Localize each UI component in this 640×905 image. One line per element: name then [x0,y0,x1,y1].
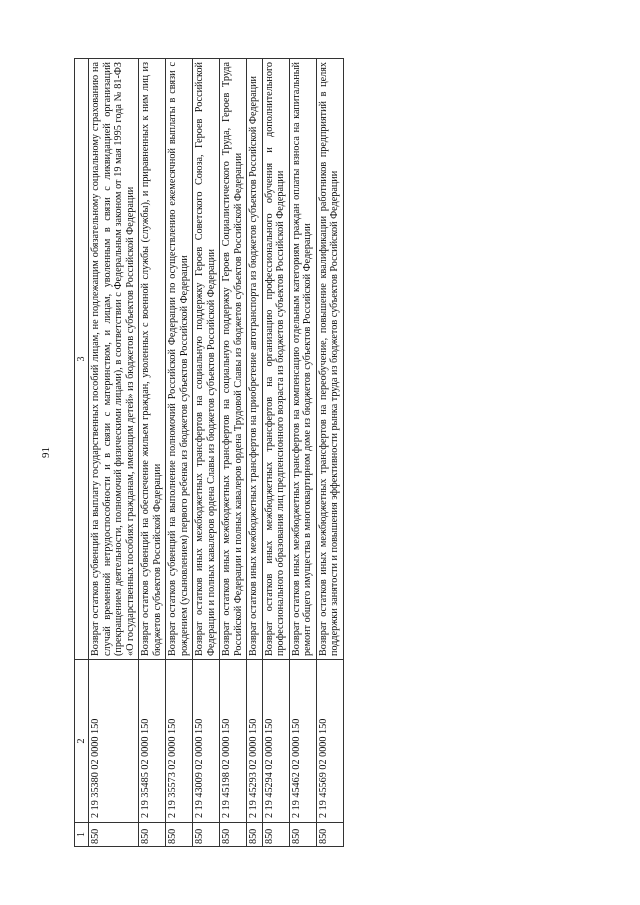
admin-code: 850 [220,823,247,847]
row-description: Возврат остатков субвенций на обеспечение жильем граждан, уволенных с военной службы (службы), и приравненных к ним лиц из бюджетов субъектов Российской Федерации [139,59,166,660]
budget-code: 2 19 45569 02 0000 150 [316,660,343,823]
header-col-3: 3 [75,59,89,660]
budget-code: 2 19 43009 02 0000 150 [193,660,220,823]
admin-code: 850 [193,823,220,847]
admin-code: 850 [166,823,193,847]
budget-code: 2 19 35573 02 0000 150 [166,660,193,823]
admin-code: 850 [139,823,166,847]
header-col-2: 2 [75,660,89,823]
row-description: Возврат остатков иных межбюджетных трансфертов на социальную поддержку Героев Социалистического Труда, Героев Труда Российской Федерации и полных кавалеров ордена Трудовой Славы из бюджетов субъектов Российской Федерации [220,59,247,660]
budget-code: 2 19 45198 02 0000 150 [220,660,247,823]
row-description: Возврат остатков иных межбюджетных трансфертов на организацию профессионального обучения и дополнительного профессионального образования лиц предпенсионного возраста из бюджетов субъектов Российской Федерации [262,59,289,660]
table-row [220,59,247,847]
row-description: Возврат остатков субвенций на выплату государственных пособий лицам, не подлежащим обязательному социальному страхованию на случай временной нетрудоспособности и в связи с материнством, и лицам, уволенным в связи с ликвидацией организаций (прекращением деятельности, полномочий физическими лицами), в соответствии с Федеральным законом от 19 мая 1995 года № 81-ФЗ «О государственных пособиях гражданам, имеющим детей» из бюджетов субъектов Российской Федерации [89,59,139,660]
budget-code: 2 19 45293 02 0000 150 [247,660,263,823]
table-row [262,59,289,847]
table-row [139,59,166,847]
budget-code: 2 19 45294 02 0000 150 [262,660,289,823]
table-row [193,59,220,847]
table-row [166,59,193,847]
page-number: 91 [40,447,52,458]
table-row [247,59,263,847]
table-header-row [75,59,89,847]
admin-code: 850 [89,823,139,847]
admin-code: 850 [316,823,343,847]
table-row [289,59,316,847]
budget-code: 2 19 45462 02 0000 150 [289,660,316,823]
admin-code: 850 [247,823,263,847]
header-col-1: 1 [75,823,89,847]
admin-code: 850 [262,823,289,847]
row-description: Возврат остатков иных межбюджетных трансфертов на приобретение автотранспорта из бюджетов субъектов Российской Федерации [247,59,263,660]
row-description: Возврат остатков иных межбюджетных трансфертов на социальную поддержку Героев Советского Союза, Героев Российской Федерации и полных кавалеров ордена Славы из бюджетов субъектов Российской Федерации [193,59,220,660]
budget-codes-table [74,58,344,847]
row-description: Возврат остатков иных межбюджетных трансфертов на компенсацию отдельным категориям граждан оплаты взноса на капитальный ремонт общего имущества в многоквартирном доме из бюджетов субъектов Российской Федерации [289,59,316,660]
row-description: Возврат остатков иных межбюджетных трансфертов на переобучение, повышение квалификации работников предприятий в целях поддержки занятости и повышения эффективности рынка труда из бюджетов субъектов Российской Федерации [316,59,343,660]
admin-code: 850 [289,823,316,847]
table-row [316,59,343,847]
budget-code: 2 19 35380 02 0000 150 [89,660,139,823]
budget-code: 2 19 35485 02 0000 150 [139,660,166,823]
table-row [89,59,139,847]
row-description: Возврат остатков субвенций на выполнение полномочий Российской Федерации по осуществлению ежемесячной выплаты в связи с рождением (усыновлением) первого ребенка из бюджетов субъектов Российской Федерации [166,59,193,660]
